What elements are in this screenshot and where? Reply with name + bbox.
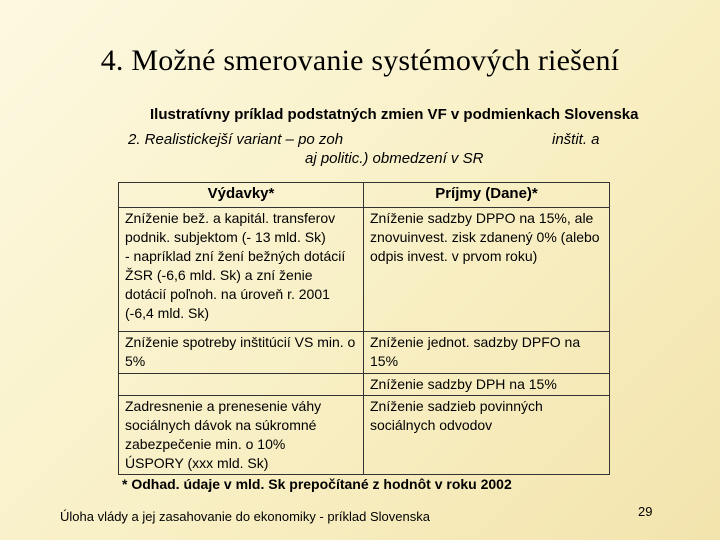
cell-text: Zníženie sadzby DPPO na 15%, ale znovuinvest. zisk zdanený 0% (alebo odpis invest. v prvom roku) [370, 210, 600, 264]
table-cell-revenue [364, 396, 610, 475]
slide-subtitle: Ilustratívny príklad podstatných zmien VF v podmienkach Slovenska [150, 106, 639, 123]
table-cell-expenditure [119, 396, 364, 475]
table-row [119, 332, 610, 374]
table-cell-expenditure [119, 374, 364, 396]
cell-text: Zadresnenie a prenesenie váhy sociálnych dávok na súkromné zabezpečenie min. o 10% ÚSPORY (xxx mld. Sk) [125, 398, 322, 471]
header-revenues: Príjmy (Dane)* [364, 183, 610, 208]
cell-text: Zníženie jednot. sadzby DPFO na 15% [370, 334, 581, 369]
variant-line2: aj politic.) obmedzení v SR [305, 150, 484, 167]
cell-text: Zníženie sadzby DPH na 15% [370, 376, 557, 392]
slide-footer: Úloha vlády a jej zasahovanie do ekonomiky - príklad Slovenska [60, 509, 430, 524]
header-expenditures: Výdavky* [119, 183, 364, 208]
variant-line1-a: 2. Realistickejší variant – po zoh [128, 131, 344, 148]
table-header-row [119, 183, 610, 208]
table-row [119, 396, 610, 475]
table-cell-expenditure [119, 332, 364, 374]
table-row [119, 374, 610, 396]
cell-text: Zníženie spotreby inštitúcií VS min. o 5% [125, 334, 356, 369]
variant-line1-c: inštit. a [552, 131, 600, 148]
table-footnote: * Odhad. údaje v mld. Sk prepočítané z hodnôt v roku 2002 [122, 476, 512, 492]
table-cell-revenue [364, 374, 610, 396]
table-cell-expenditure [119, 208, 364, 332]
table-cell-revenue [364, 332, 610, 374]
cell-text: Zníženie sadzieb povinných sociálnych odvodov [370, 398, 543, 433]
changes-table [118, 182, 610, 475]
cell-text: Zníženie bež. a kapitál. transferov podnik. subjektom (- 13 mld. Sk) - napríklad zní žení bežných dotácií ŽSR (-6,6 mld. Sk) a zní ženie dotácií poľnoh. na úroveň r. 2001 (-6,4 mld. Sk) [125, 210, 346, 321]
table-row [119, 208, 610, 332]
slide-title: 4. Možné smerovanie systémových riešení [100, 44, 620, 77]
table-cell-revenue [364, 208, 610, 332]
page-number: 29 [638, 504, 653, 519]
